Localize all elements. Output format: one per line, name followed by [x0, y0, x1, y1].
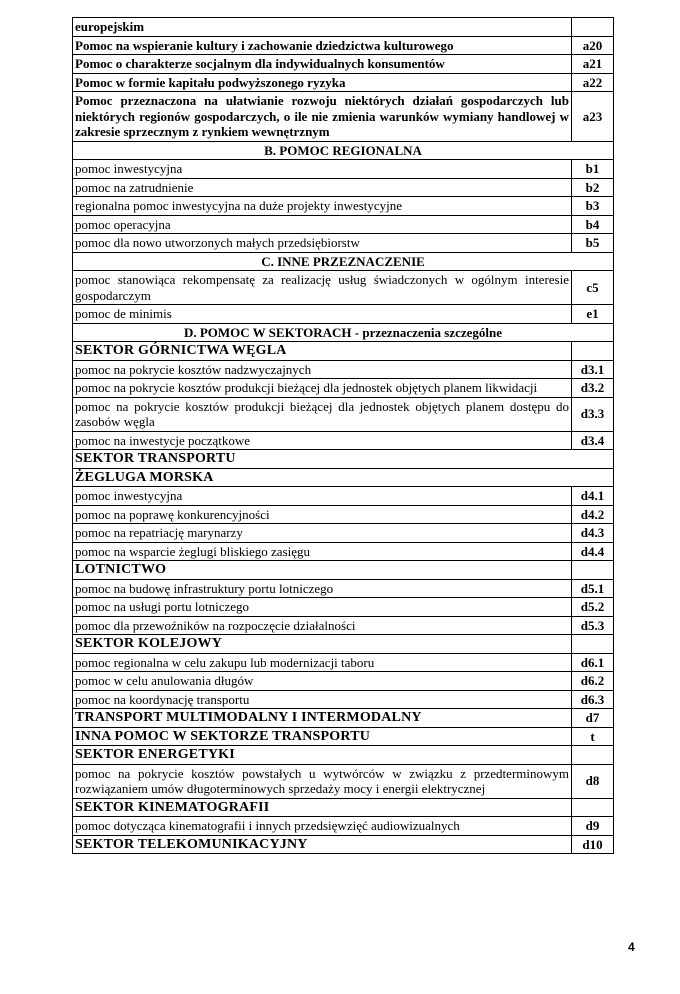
section-heading: D. POMOC W SEKTORACH - przeznaczenia szczególne — [73, 323, 614, 342]
aid-description: pomoc dla przewoźników na rozpoczęcie działalności — [73, 616, 572, 635]
aid-code: e1 — [572, 305, 614, 324]
aid-description: pomoc na zatrudnienie — [73, 178, 572, 197]
aid-description: pomoc regionalna w celu zakupu lub modernizacji taboru — [73, 653, 572, 672]
table-row — [73, 764, 614, 798]
section-heading: B. POMOC REGIONALNA — [73, 141, 614, 160]
aid-code: d3.4 — [572, 431, 614, 450]
aid-code — [572, 561, 614, 580]
sector-heading: ŻEGLUGA MORSKA — [73, 468, 614, 487]
aid-code: d6.1 — [572, 653, 614, 672]
aid-code: d4.4 — [572, 542, 614, 561]
table-row — [73, 234, 614, 253]
aid-description: pomoc na pokrycie kosztów nadzwyczajnych — [73, 360, 572, 379]
aid-code: a20 — [572, 36, 614, 55]
table-row — [73, 487, 614, 506]
table-row — [73, 271, 614, 305]
aid-code: b1 — [572, 160, 614, 179]
table-row — [73, 727, 614, 746]
aid-description: pomoc na poprawę konkurencyjności — [73, 505, 572, 524]
table-row — [73, 672, 614, 691]
sector-heading: SEKTOR TRANSPORTU — [73, 450, 614, 469]
table-row — [73, 450, 614, 469]
sector-heading: SEKTOR KOLEJOWY — [73, 635, 572, 654]
table-row — [73, 360, 614, 379]
table-row — [73, 468, 614, 487]
table-row — [73, 92, 614, 142]
aid-description: pomoc na repatriację marynarzy — [73, 524, 572, 543]
table-row — [73, 73, 614, 92]
aid-code: d6.3 — [572, 690, 614, 709]
aid-code: d4.1 — [572, 487, 614, 506]
aid-description: regionalna pomoc inwestycyjna na duże projekty inwestycyjne — [73, 197, 572, 216]
aid-description: pomoc inwestycyjna — [73, 160, 572, 179]
aid-description: Pomoc na wspieranie kultury i zachowanie dziedzictwa kulturowego — [73, 36, 572, 55]
table-row — [73, 215, 614, 234]
sector-heading: INNA POMOC W SEKTORZE TRANSPORTU — [73, 727, 572, 746]
aid-description: Pomoc o charakterze socjalnym dla indywidualnych konsumentów — [73, 55, 572, 74]
aid-code: d10 — [572, 835, 614, 854]
aid-code: b4 — [572, 215, 614, 234]
sector-heading: SEKTOR ENERGETYKI — [73, 746, 572, 765]
table-row — [73, 561, 614, 580]
aid-code: b2 — [572, 178, 614, 197]
table-body — [73, 18, 614, 854]
table-row — [73, 397, 614, 431]
sector-heading: SEKTOR TELEKOMUNIKACYJNY — [73, 835, 572, 854]
table-row — [73, 616, 614, 635]
aid-description: pomoc na pokrycie kosztów powstałych u wytwórców w związku z przedterminowym rozwiązaniem umów długoterminowych sprzedaży mocy i energii elektrycznej — [73, 764, 572, 798]
aid-code: a23 — [572, 92, 614, 142]
aid-code: d9 — [572, 817, 614, 836]
table-row — [73, 653, 614, 672]
section-heading: C. INNE PRZEZNACZENIE — [73, 252, 614, 271]
aid-description: pomoc na usługi portu lotniczego — [73, 598, 572, 617]
page-number: 4 — [628, 940, 635, 954]
aid-description: europejskim — [73, 18, 572, 37]
table-row — [73, 598, 614, 617]
table-row — [73, 379, 614, 398]
aid-description: pomoc na koordynację transportu — [73, 690, 572, 709]
table-row — [73, 305, 614, 324]
table-row — [73, 323, 614, 342]
aid-code: a22 — [572, 73, 614, 92]
aid-code: d4.3 — [572, 524, 614, 543]
aid-code: d8 — [572, 764, 614, 798]
aid-code: c5 — [572, 271, 614, 305]
table-row — [73, 817, 614, 836]
aid-code: d6.2 — [572, 672, 614, 691]
aid-code: b5 — [572, 234, 614, 253]
aid-code: d5.1 — [572, 579, 614, 598]
table-row — [73, 252, 614, 271]
aid-description: pomoc na budowę infrastruktury portu lotniczego — [73, 579, 572, 598]
table-row — [73, 524, 614, 543]
aid-code: d3.2 — [572, 379, 614, 398]
aid-description: pomoc de minimis — [73, 305, 572, 324]
aid-code: d3.1 — [572, 360, 614, 379]
aid-description: pomoc dotycząca kinematografii i innych przedsięwzięć audiowizualnych — [73, 817, 572, 836]
table-row — [73, 141, 614, 160]
table-row — [73, 160, 614, 179]
table-row — [73, 431, 614, 450]
aid-code: d5.3 — [572, 616, 614, 635]
table-row — [73, 579, 614, 598]
table-row — [73, 690, 614, 709]
table-row — [73, 36, 614, 55]
aid-code: d4.2 — [572, 505, 614, 524]
aid-description: pomoc stanowiąca rekompensatę za realizację usług świadczonych w ogólnym interesie gospodarczym — [73, 271, 572, 305]
sector-heading: LOTNICTWO — [73, 561, 572, 580]
table-row — [73, 709, 614, 728]
table-row — [73, 178, 614, 197]
aid-code: d5.2 — [572, 598, 614, 617]
table-row — [73, 635, 614, 654]
aid-description: Pomoc w formie kapitału podwyższonego ryzyka — [73, 73, 572, 92]
table-row — [73, 746, 614, 765]
aid-code: t — [572, 727, 614, 746]
aid-description: pomoc na wsparcie żeglugi bliskiego zasięgu — [73, 542, 572, 561]
aid-description: pomoc operacyjna — [73, 215, 572, 234]
aid-description: pomoc na pokrycie kosztów produkcji bieżącej dla jednostek objętych planem likwidacji — [73, 379, 572, 398]
sector-heading: TRANSPORT MULTIMODALNY I INTERMODALNY — [73, 709, 572, 728]
table-row — [73, 798, 614, 817]
aid-description: pomoc dla nowo utworzonych małych przedsiębiorstw — [73, 234, 572, 253]
aid-purpose-table — [72, 17, 614, 854]
sector-heading: SEKTOR KINEMATOGRAFII — [73, 798, 572, 817]
table-row — [73, 18, 614, 37]
aid-code: d7 — [572, 709, 614, 728]
table-row — [73, 542, 614, 561]
sector-heading: SEKTOR GÓRNICTWA WĘGLA — [73, 342, 572, 361]
aid-description: pomoc na inwestycje początkowe — [73, 431, 572, 450]
aid-code — [572, 342, 614, 361]
table-row — [73, 342, 614, 361]
table-row — [73, 55, 614, 74]
aid-description: pomoc na pokrycie kosztów produkcji bieżącej dla jednostek objętych planem dostępu do zasobów węgla — [73, 397, 572, 431]
table-row — [73, 505, 614, 524]
aid-code — [572, 798, 614, 817]
aid-description: pomoc w celu anulowania długów — [73, 672, 572, 691]
aid-code — [572, 746, 614, 765]
aid-code: a21 — [572, 55, 614, 74]
aid-code: d3.3 — [572, 397, 614, 431]
aid-code: b3 — [572, 197, 614, 216]
table-row — [73, 197, 614, 216]
aid-description: Pomoc przeznaczona na ułatwianie rozwoju niektórych działań gospodarczych lub niektórych regionów gospodarczych, o ile nie zmienia warunków wymiany handlowej w zakresie sprzecznym z rynkiem wewnętrznym — [73, 92, 572, 142]
aid-code — [572, 18, 614, 37]
table-row — [73, 835, 614, 854]
aid-description: pomoc inwestycyjna — [73, 487, 572, 506]
aid-code — [572, 635, 614, 654]
